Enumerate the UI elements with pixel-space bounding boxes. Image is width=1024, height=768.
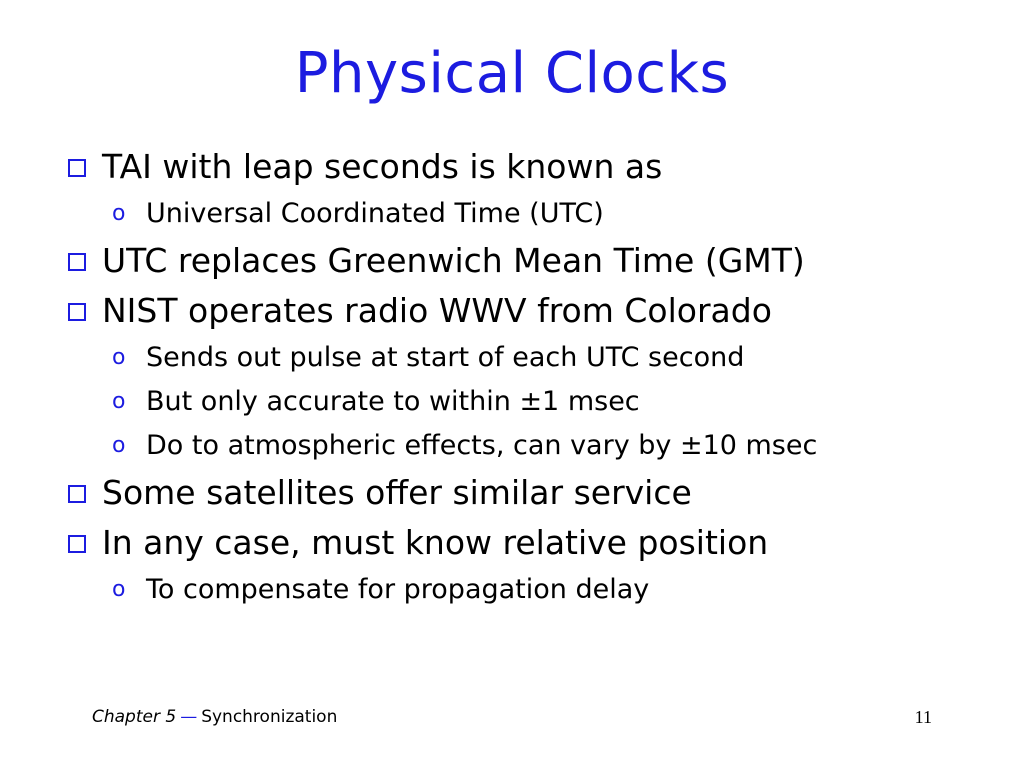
square-bullet-icon — [68, 159, 86, 177]
bullet-text: In any case, must know relative position — [102, 523, 769, 562]
footer-separator: — — [180, 707, 198, 727]
circle-bullet-icon: o — [112, 389, 126, 414]
square-bullet-icon — [68, 253, 86, 271]
sub-bullet-text: Universal Coordinated Time (UTC) — [146, 198, 604, 229]
sub-bullet-text: Do to atmospheric effects, can vary by ±10 msec — [146, 430, 818, 461]
sub-bullet-text: To compensate for propagation delay — [146, 574, 650, 605]
circle-bullet-icon: o — [112, 201, 126, 226]
bullet-item — [68, 286, 998, 336]
square-bullet-icon — [68, 485, 86, 503]
bullet-item — [68, 518, 998, 568]
sub-bullet-text: But only accurate to within ±1 msec — [146, 386, 640, 417]
circle-bullet-icon: o — [112, 433, 126, 458]
sub-bullet-text: Sends out pulse at start of each UTC second — [146, 342, 745, 373]
page-number: 11 — [914, 707, 932, 727]
bullet-item — [68, 142, 998, 192]
sub-bullet-item — [112, 192, 998, 236]
bullet-text: UTC replaces Greenwich Mean Time (GMT) — [102, 241, 805, 280]
bullet-text: TAI with leap seconds is known as — [102, 147, 663, 186]
bullet-list — [68, 142, 998, 612]
circle-bullet-icon: o — [112, 577, 126, 602]
sub-bullet-item — [112, 424, 998, 468]
sub-bullet-item — [112, 568, 998, 612]
bullet-item — [68, 236, 998, 286]
footer-chapter-label — [92, 705, 337, 729]
footer-section: Synchronization — [201, 707, 338, 727]
square-bullet-icon — [68, 535, 86, 553]
circle-bullet-icon: o — [112, 345, 126, 370]
square-bullet-icon — [68, 303, 86, 321]
bullet-item — [68, 468, 998, 518]
sub-bullet-item — [112, 336, 998, 380]
bullet-text: NIST operates radio WWV from Colorado — [102, 291, 772, 330]
bullet-text: Some satellites offer similar service — [102, 473, 692, 512]
sub-bullet-item — [112, 380, 998, 424]
footer-chapter: Chapter 5 — [92, 707, 177, 727]
slide-title: Physical Clocks — [294, 41, 730, 106]
